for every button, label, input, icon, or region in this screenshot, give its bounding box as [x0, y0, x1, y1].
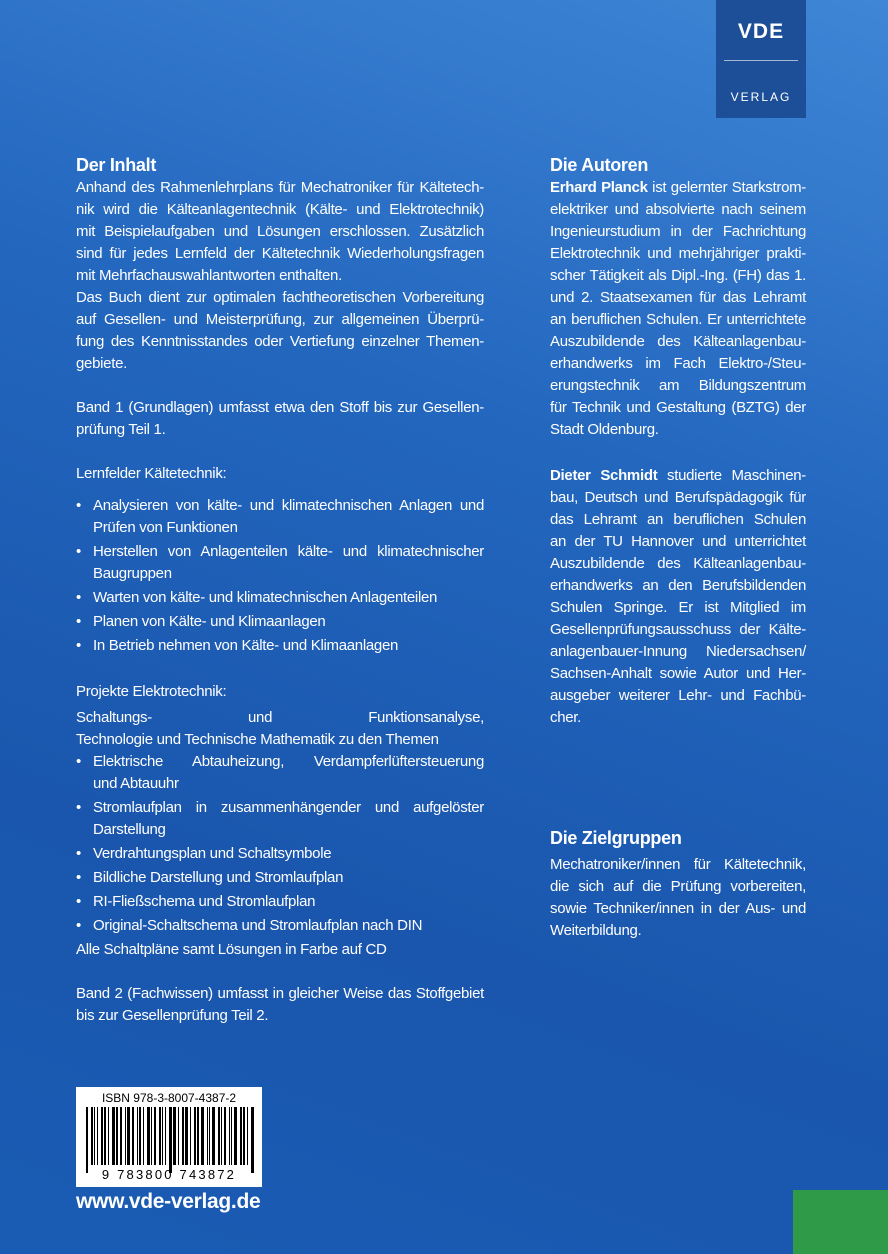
text-line: • Stromlaufplan in zusammenhängender und aufgelöster	[93, 799, 484, 816]
barcode-bar	[178, 1107, 179, 1165]
barcode-bar	[221, 1107, 222, 1165]
text-line: fung des Kenntnisstandes oder Vertiefung einzelner Themen-	[76, 333, 484, 350]
barcode-bar	[127, 1107, 130, 1165]
text-line: Band 1 (Grundlagen) umfasst etwa den Stoff bis zur Gesellen-	[76, 399, 484, 416]
barcode-bar	[173, 1107, 176, 1165]
text-line: Ingenieurstudium in der Fachrichtung	[550, 223, 806, 240]
barcode-bar	[112, 1107, 115, 1165]
text-line: Schaltungs- und Funktionsanalyse,	[76, 709, 484, 726]
paragraph	[76, 681, 484, 703]
text-line: gebiete.	[76, 355, 127, 372]
text-line: Elektrotechnik und mehrjähriger prakti-	[550, 245, 806, 262]
paragraph	[76, 983, 484, 1027]
text-line: prüfung Teil 1.	[76, 421, 166, 438]
author-bio	[550, 465, 806, 729]
text-line: für Technik und Gestaltung (BZTG) der	[550, 399, 806, 416]
author-bio	[550, 177, 806, 441]
barcode-bar	[234, 1107, 237, 1165]
text-line	[550, 177, 806, 199]
text-line: Auszubildende des Kälteanlagenbau-	[550, 555, 806, 572]
text-line: bis zur Gesellenprüfung Teil 2.	[76, 1007, 269, 1024]
text-line: Das Buch dient zur optimalen fachtheoretischen Vorbereitung	[76, 289, 484, 306]
barcode-bar	[159, 1107, 161, 1165]
text-line: • Original-Schaltschema und Stromlaufplan nach DIN	[93, 917, 423, 934]
barcode-bar	[212, 1107, 215, 1165]
barcode-bar	[251, 1107, 254, 1173]
text-line: an der TU Hannover und unterrichtet	[550, 533, 806, 550]
bullet-item	[76, 541, 484, 585]
text-line: cher.	[550, 709, 582, 726]
barcode-bar	[243, 1107, 245, 1165]
barcode-bar	[154, 1107, 156, 1165]
text-line: anlagenbauer-Innung Niedersachsen/	[550, 643, 806, 660]
logo-verlag: VERLAG	[730, 90, 792, 104]
text-line: • Verdrahtungsplan und Schaltsymbole	[93, 845, 332, 862]
barcode-bar	[97, 1107, 98, 1165]
barcode-bar	[108, 1107, 109, 1165]
target-heading: Die Zielgruppen	[550, 828, 682, 848]
text-line: die sich auf die Prüfung vorbereiten,	[550, 878, 806, 895]
barcode-bar	[165, 1107, 166, 1165]
text-span: studierte Maschinen-	[657, 467, 806, 484]
barcode-bar	[229, 1107, 230, 1165]
text-line: • Herstellen von Anlagenteilen kälte- und klimatechnischer	[93, 543, 484, 560]
green-corner-block	[793, 1190, 888, 1254]
spacer	[76, 659, 484, 681]
barcode-bar	[94, 1107, 95, 1165]
text-line: • Analysieren von kälte- und klimatechnischen Anlagen und	[93, 497, 484, 514]
spacer	[76, 375, 484, 397]
barcode-bar	[201, 1107, 204, 1165]
isbn-barcode	[76, 1087, 262, 1187]
isbn-label: ISBN 978-3-8007-4387-2	[101, 1091, 237, 1105]
text-line: Auszubildende des Kälteanlagenbau-	[550, 333, 806, 350]
vde-verlag-logo	[716, 0, 806, 118]
text-line	[550, 465, 806, 487]
paragraph	[76, 287, 484, 375]
barcode-bar	[190, 1107, 191, 1165]
text-line: Mechatroniker/innen für Kältetechnik,	[550, 856, 806, 873]
logo-vde: VDE	[737, 20, 785, 43]
text-line: bau, Deutsch und Berufspädagogik für	[550, 489, 806, 506]
paragraph	[76, 463, 484, 485]
paragraph	[76, 939, 484, 961]
text-line: erhandwerks im Fach Elektro-/Steu-	[550, 355, 806, 372]
bullet-item	[76, 915, 484, 937]
author-name: Dieter Schmidt	[550, 467, 658, 484]
text-line: Anhand des Rahmenlehrplans für Mechatroniker für Kältetech-	[76, 179, 484, 196]
barcode-bar	[218, 1107, 220, 1165]
text-line: erhandwerks an den Berufsbildenden	[550, 577, 806, 594]
barcode-bar	[207, 1107, 208, 1165]
barcode-bar	[169, 1107, 172, 1173]
bullet-item	[76, 587, 484, 609]
text-line: an beruflichen Schulen. Er unterrichtete	[550, 311, 806, 328]
logo-divider	[724, 60, 798, 61]
barcode-bar	[147, 1107, 150, 1165]
target-section	[550, 826, 806, 942]
text-line: das Lehramt an beruflichen Schulen	[550, 511, 806, 528]
barcode-bar	[209, 1107, 210, 1165]
text-line: erungstechnik am Bildungszentrum	[550, 377, 806, 394]
text-line: • Planen von Kälte- und Klimaanlagen	[93, 613, 326, 630]
barcode-bar	[197, 1107, 199, 1165]
barcode-bar	[120, 1107, 122, 1165]
text-line: ausgeber weiterer Lehr- und Fachbü-	[550, 687, 806, 704]
barcode-digits: 9 783800 743872	[101, 1167, 237, 1182]
content-section	[76, 153, 484, 1027]
author-name: Erhard Planck	[550, 179, 648, 196]
text-line: Sachsen-Anhalt sowie Autor und Her-	[550, 665, 806, 682]
spacer	[76, 441, 484, 463]
text-line: und Abtauuhr	[93, 775, 179, 792]
spacer	[76, 961, 484, 983]
text-line: Gesellenprüfungsausschuss der Kälte-	[550, 621, 806, 638]
paragraph	[76, 397, 484, 441]
bullet-item	[76, 867, 484, 889]
text-line: sowie Techniker/innen in der Aus- und	[550, 900, 806, 917]
text-line: nik wird die Kälteanlagentechnik (Kälte- und Elektrotechnik)	[76, 201, 484, 218]
bullet-item	[76, 495, 484, 539]
text-line: Stadt Oldenburg.	[550, 421, 659, 438]
text-line: • In Betrieb nehmen von Kälte- und Klimaanlagen	[93, 637, 399, 654]
text-line: • Elektrische Abtauheizung, Verdampferlüftersteuerung	[93, 753, 484, 770]
text-line: mit Mehrfachauswahlantworten enthalten.	[76, 267, 342, 284]
barcode-bar	[224, 1107, 226, 1165]
barcode-bar	[132, 1107, 134, 1165]
text-line: Weiterbildung.	[550, 922, 642, 939]
text-line: Baugruppen	[93, 565, 172, 582]
barcode-bar	[139, 1107, 141, 1165]
barcode-bar	[240, 1107, 242, 1165]
barcode-bar	[247, 1107, 248, 1165]
text-line: mit Beispielaufgaben und Lösungen erschlossen. Zusätzlich	[76, 223, 484, 240]
bullet-item	[76, 611, 484, 633]
text-line: Technologie und Technische Mathematik zu den Themen	[76, 731, 439, 748]
text-line: • RI-Fließschema und Stromlaufplan	[93, 893, 316, 910]
barcode-bar	[143, 1107, 144, 1165]
authors-section	[550, 153, 806, 729]
barcode-bar	[185, 1107, 188, 1165]
text-line: Band 2 (Fachwissen) umfasst in gleicher Weise das Stoffgebiet	[76, 985, 484, 1002]
text-line: Projekte Elektrotechnik:	[76, 683, 227, 700]
bullet-item	[76, 891, 484, 913]
paragraph	[76, 707, 484, 751]
text-line: und 2. Staatsexamen für das Lehramt	[550, 289, 806, 306]
bullet-item	[76, 843, 484, 865]
text-line: auf Gesellen- und Meisterprüfung, zur allgemeinen Überprü-	[76, 311, 484, 328]
barcode-bar	[162, 1107, 163, 1165]
barcode-bar	[194, 1107, 196, 1165]
bullet-item	[76, 797, 484, 841]
barcode-bar	[231, 1107, 232, 1165]
paragraph	[76, 177, 484, 287]
text-line: Prüfen von Funktionen	[93, 519, 238, 536]
text-line: Lernfelder Kältetechnik:	[76, 465, 227, 482]
barcode-bar	[125, 1107, 126, 1165]
barcode-bar	[104, 1107, 106, 1165]
barcode-bar	[151, 1107, 152, 1165]
barcode-bar	[182, 1107, 184, 1165]
barcode-bar	[137, 1107, 138, 1165]
text-line: Alle Schaltpläne samt Lösungen in Farbe auf CD	[76, 941, 387, 958]
bullet-item	[76, 751, 484, 795]
barcode-bar	[101, 1107, 103, 1165]
authors-heading: Die Autoren	[550, 155, 649, 175]
text-line: elektriker und absolvierte nach seinem	[550, 201, 806, 218]
barcode-bar	[91, 1107, 93, 1165]
barcode-bar	[116, 1107, 118, 1165]
text-line: Schulen Springe. Er ist Mitglied im	[550, 599, 806, 616]
barcode-bar	[86, 1107, 88, 1173]
text-line: • Bildliche Darstellung und Stromlaufplan	[93, 869, 344, 886]
text-line: sind für jedes Lernfeld der Kältetechnik Wiederholungsfragen	[76, 245, 484, 262]
text-line: Darstellung	[93, 821, 166, 838]
bullet-item	[76, 635, 484, 657]
text-line: scher Tätigkeit als Dipl.-Ing. (FH) das 1.	[550, 267, 806, 284]
text-span: ist gelernter Starkstrom-	[647, 179, 806, 196]
content-heading: Der Inhalt	[76, 155, 157, 175]
text-line: • Warten von kälte- und klimatechnischen Anlagenteilen	[93, 589, 438, 606]
publisher-url[interactable]: www.vde-verlag.de	[76, 1190, 261, 1213]
